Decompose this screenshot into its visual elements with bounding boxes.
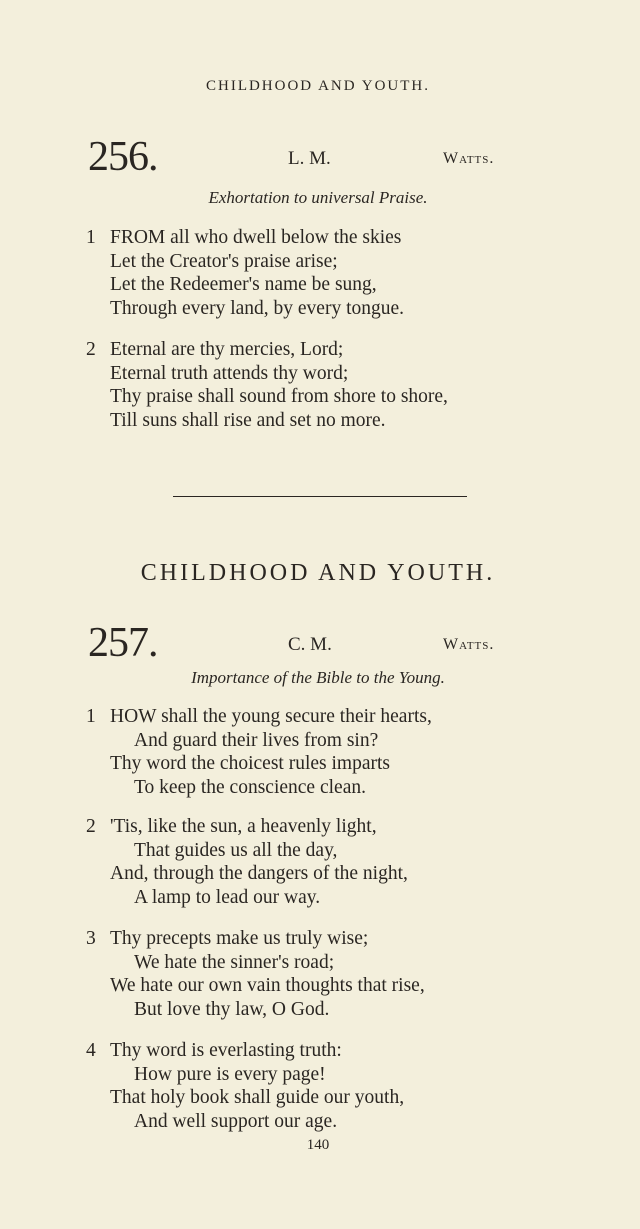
stanza (86, 338, 556, 432)
verse-line: Let the Creator's praise arise; (110, 250, 338, 272)
section-divider (173, 496, 467, 497)
verse-line: Let the Redeemer's name be sung, (110, 274, 377, 295)
verse-line: To keep the conscience clean. (134, 776, 366, 798)
hymn-author: Watts. (443, 150, 495, 167)
stanza-number: 3 (86, 928, 96, 949)
verse-line: FROM all who dwell below the skies (110, 227, 402, 248)
verse-line: That holy book shall guide our youth, (110, 1087, 405, 1108)
hymn-number: 256. (88, 134, 158, 180)
verse-line: But love thy law, O God. (134, 998, 330, 1020)
verse-line: And, through the dangers of the night, (110, 863, 408, 884)
stanza (86, 226, 556, 320)
stanza (86, 927, 556, 1021)
verse-line: Eternal are thy mercies, Lord; (110, 339, 344, 360)
running-head: CHILDHOOD AND YOUTH. (205, 78, 430, 94)
verse-line: Thy word is everlasting truth: (110, 1040, 342, 1061)
verse-line: A lamp to lead our way. (134, 886, 321, 908)
verse-line: Through every land, by every tongue. (110, 297, 405, 319)
stanza-number: 2 (86, 816, 96, 837)
verse-line: Thy praise shall sound from shore to shore, (110, 386, 448, 407)
verse-line: 'Tis, like the sun, a heavenly light, (110, 816, 377, 837)
hymn-257-header (88, 620, 528, 670)
hymn-subtitle: Exhortation to universal Praise. (208, 188, 428, 207)
stanza-number: 4 (86, 1040, 96, 1061)
verse-line: We hate the sinner's road; (134, 951, 335, 973)
section-title: CHILDHOOD AND YOUTH. (140, 560, 496, 586)
verse-line: And guard their lives from sin? (134, 729, 379, 751)
verse-line: And well support our age. (134, 1110, 338, 1132)
page-number: 140 (306, 1137, 330, 1153)
verse-line: Thy precepts make us truly wise; (110, 928, 369, 949)
verse-line: We hate our own vain thoughts that rise, (110, 975, 425, 996)
stanza (86, 1039, 556, 1133)
verse-line: Thy word the choicest rules imparts (110, 753, 390, 774)
verse-line: How pure is every page! (134, 1063, 326, 1085)
hymn-author: Watts. (443, 636, 495, 653)
verse-line: Eternal truth attends thy word; (110, 362, 349, 384)
hymn-subtitle: Importance of the Bible to the Young. (191, 668, 445, 687)
verse-line: HOW shall the young secure their hearts, (110, 706, 432, 727)
verse-line: Till suns shall rise and set no more. (110, 409, 386, 431)
hymn-meter: C. M. (288, 634, 332, 655)
stanza-number: 1 (86, 227, 96, 248)
stanza-number: 2 (86, 339, 96, 360)
stanza-number: 1 (86, 706, 96, 727)
stanza (86, 815, 556, 909)
hymn-number: 257. (88, 620, 158, 666)
stanza (86, 705, 556, 799)
hymn-meter: L. M. (288, 148, 331, 169)
verse-line: That guides us all the day, (134, 839, 338, 861)
hymn-256-header (88, 134, 528, 184)
